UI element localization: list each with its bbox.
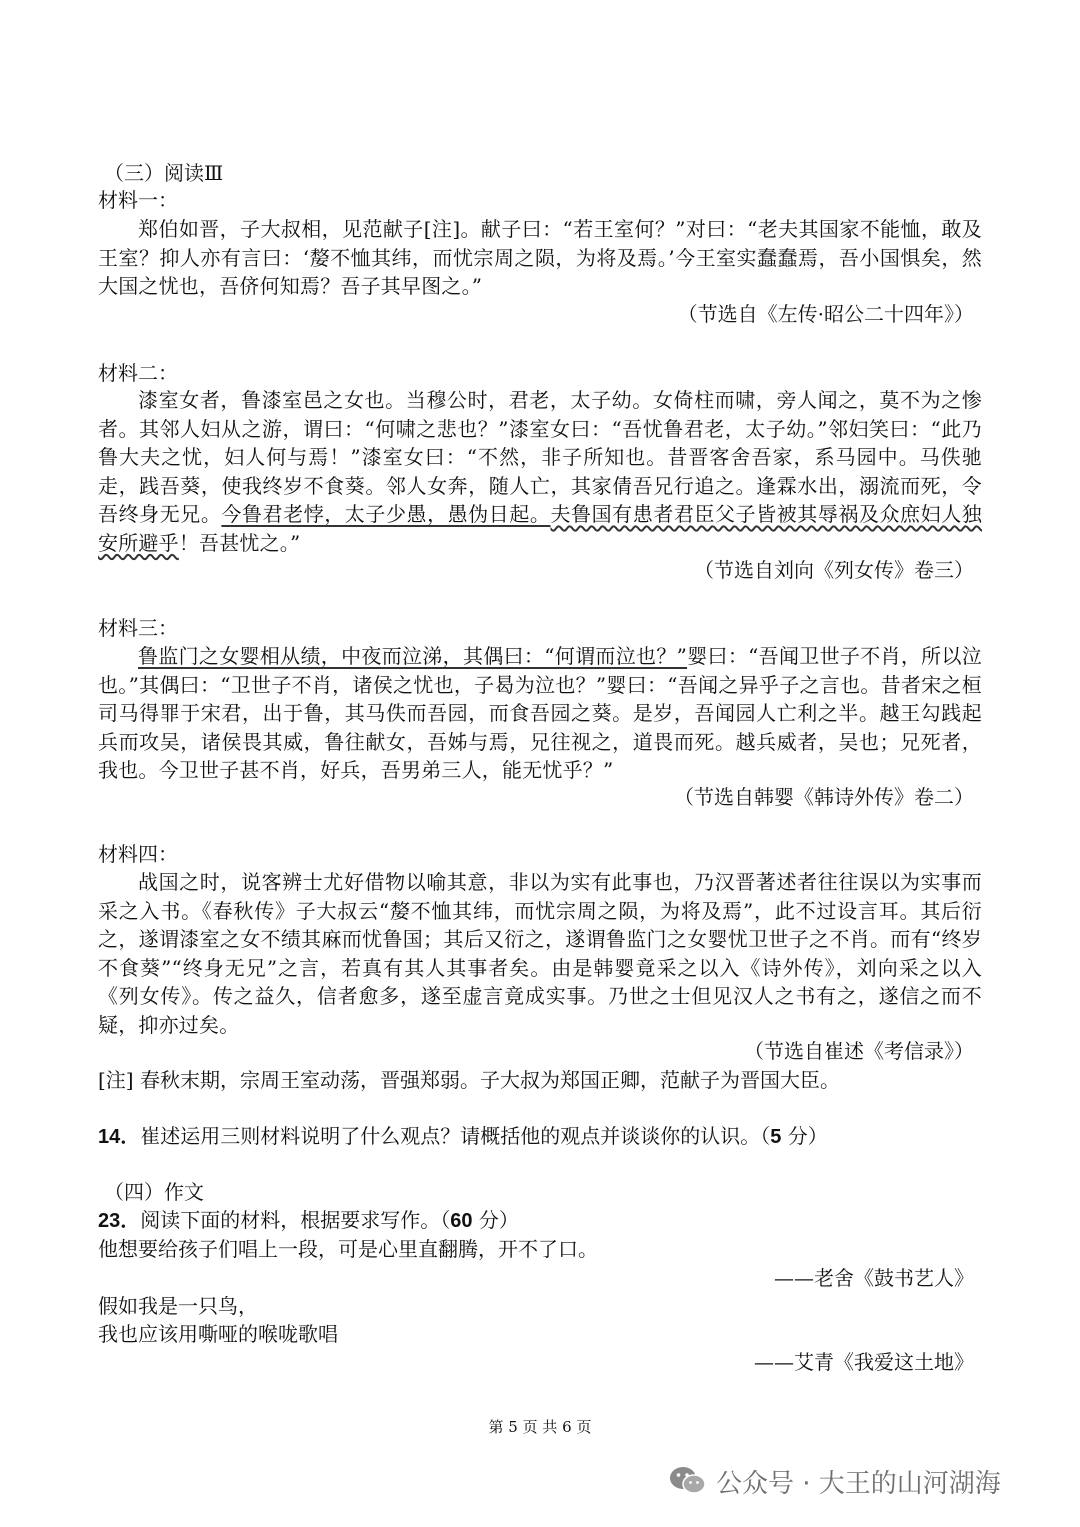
question-14 [98,1122,828,1151]
question-23-text: 阅读下面的材料，根据要求写作。（ [140,1208,451,1232]
material2-source: （节选自刘向《列女传》卷三） [694,558,974,582]
question-14-end: 分） [781,1124,828,1148]
material2-underlined-sentence: 今鲁君老悖，太子少愚，愚伪日起。 [221,502,551,526]
material2-text-a: 漆室女者，鲁漆室邑之女也。当穆公时，君老，太子幼。女倚柱而啸，旁人闻之，莫不为之惨者。其邻人妇从之游，谓曰：“何啸之悲也？”漆室女曰：“吾忧鲁君老，太子幼。”邻妇笑曰：“此乃鲁大夫之忧，妇人何与焉！”漆室女曰：“不然，非子所知也。昔晋客舍吾家，系马园中。马佚驰走，践吾葵，使我终岁不食葵。邻人女奔，随人亡，其家倩吾兄行追之。逢霖水出，溺流而死，令吾终身无兄。 [98,388,982,526]
material4-source: （节选自崔述《考信录》） [744,1039,974,1063]
material1-text [98,215,982,301]
material3-underlined-sentence: 鲁监门之女婴相从绩，中夜而泣涕，其偶曰：“何谓而泣也？” [138,644,688,668]
essay-quote-1-source: ——老舍《鼓书艺人》 [774,1266,974,1290]
essay-poem-source: ——艾青《我爱这土地》 [754,1350,974,1374]
material2-wavy-sentence: 夫鲁国有患者君臣父子皆被其辱祸及众庶妇人独安所避乎 [98,502,983,555]
footnote: [注] 春秋末期，宗周王室动荡，晋强郑弱。子大叔为郑国正卿，范献子为晋国大臣。 [98,1068,840,1092]
question-23 [98,1206,519,1235]
watermark [668,1458,1001,1504]
question-23-end: 分） [472,1208,519,1232]
question-14-text: 崔述运用三则材料说明了什么观点？请概括他的观点并谈谈你的认识。（ [140,1124,771,1148]
material1-source: （节选自《左传·昭公二十四年》） [677,302,974,326]
material3-source: （节选自韩婴《韩诗外传》卷二） [674,785,974,809]
material3-text [98,642,982,785]
material3-text-b: 婴曰：“吾闻卫世子不肖，所以泣也。”其偶曰：“卫世子不肖，诸侯之忧也，子曷为泣也？”婴曰：“吾闻之异乎子之言也。昔者宋之桓司马得罪于宋君，出于鲁，其马佚而吾园，而食吾园之葵。是岁，吾闻园人亡利之半。越王勾践起兵而攻吴，诸侯畏其威，鲁往献女，吾姊与焉，兄往视之，道畏而死。越兵威者，吴也；兄死者，我也。今卫世子甚不肖，好兵，吾男弟三人，能无忧乎？” [98,644,982,782]
essay-quote-1: 他想要给孩子们唱上一段，可是心里直翻腾，开不了口。 [98,1237,598,1261]
material3-label: 材料三： [98,616,178,640]
question-14-number: 14． [98,1126,141,1148]
question-23-score: 60 [450,1210,473,1232]
wechat-icon [668,1465,708,1497]
material4-text [98,868,982,1039]
material4-label: 材料四： [98,842,178,866]
material1-label: 材料一： [98,188,178,212]
essay-poem-line-1: 假如我是一只鸟， [98,1294,258,1318]
page-number: 第 5 页 共 6 页 [488,1418,592,1436]
question-14-score: 5 [770,1126,782,1148]
section3-heading: （三）阅读Ⅲ [104,161,224,185]
essay-poem-line-2: 我也应该用嘶哑的喉咙歌唱 [98,1322,338,1346]
material1-paragraph: 郑伯如晋，子大叔相，见范献子[注]。献子曰：“若王室何？”对曰：“老夫其国家不能恤，敢及王室？抑人亦有言曰：‘嫠不恤其纬，而忧宗周之陨，为将及焉。’今王室实蠢蠢焉，吾小国惧矣，然大国之忧也，吾侪何知焉？吾子其早图之。” [98,217,982,298]
material2-text-end: ！吾甚忧之。” [178,530,301,555]
question-23-number: 23． [98,1210,141,1232]
material2-text [98,386,982,557]
material2-label: 材料二： [98,361,178,385]
material4-paragraph: 战国之时，说客辨士尤好借物以喻其意，非以为实有此事也，乃汉晋著述者往往误以为实事而采之入书。《春秋传》子大叔云“嫠不恤其纬，而忧宗周之陨，为将及焉”，此不过设言耳。其后衍之，遂谓漆室之女不绩其麻而忧鲁国；其后又衍之，遂谓鲁监门之女婴忧卫世子之不肖。而有“终岁不食葵”“终身无兄”之言，若真有其人其事者矣。由是韩婴竟采之以入《诗外传》，刘向采之以入《列女传》。传之益久，信者愈多，遂至虚言竟成实事。乃世之士但见汉人之书有之，遂信之而不疑，抑亦过矣。 [98,870,982,1037]
material2-paragraph [98,386,982,557]
watermark-text: 公众号 · 大王的山河湖海 [716,1468,1001,1499]
section4-heading: （四）作文 [104,1180,204,1204]
material3-paragraph [98,642,982,785]
